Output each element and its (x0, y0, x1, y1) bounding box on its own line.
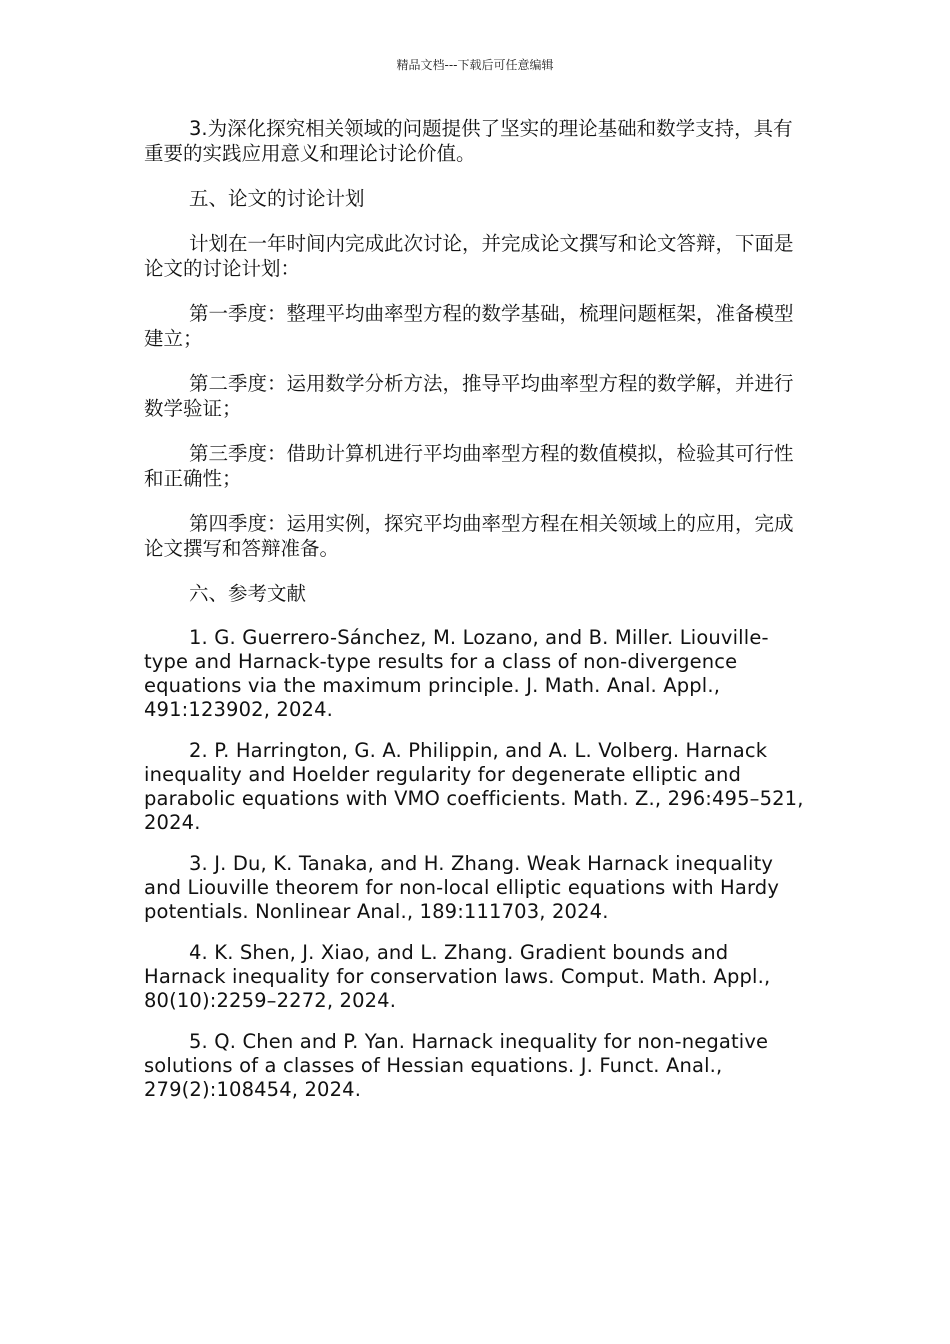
paragraph-plan-q4: 第四季度：运用实例，探究平均曲率型方程在相关领域上的应用，完成论文撰写和答辩准备。 (144, 512, 794, 560)
page-header: 精品文档---下载后可任意编辑 (396, 58, 554, 72)
reference-item: 4. K. Shen, J. Xiao, and L. Zhang. Gradient bounds and Harnack inequality for conservation laws. Comput. Math. Appl., 80(10):2259–2272, 2024. (144, 941, 771, 1012)
reference-item: 5. Q. Chen and P. Yan. Harnack inequality for non-negative solutions of a classes of Hessian equations. J. Funct. Anal., 279(2):108454, 2024. (144, 1030, 769, 1101)
reference-item: 2. P. Harrington, G. A. Philippin, and A. L. Volberg. Harnack inequality and Hoelder regularity for degenerate elliptic and parabolic equations with VMO coefficients. Math. Z., 296:495–521, 2024. (144, 739, 804, 834)
paragraph-plan-q1: 第一季度：整理平均曲率型方程的数学基础，梳理问题框架，准备模型建立； (144, 302, 794, 350)
paragraph-plan-q3: 第三季度：借助计算机进行平均曲率型方程的数值模拟，检验其可行性和正确性； (144, 442, 794, 490)
paragraph-significance: 3.为深化探究相关领域的问题提供了坚实的理论基础和数学支持，具有重要的实践应用意义和理论讨论价值。 (144, 117, 793, 165)
document-body (144, 116, 808, 1119)
reference-item: 1. G. Guerrero-Sánchez, M. Lozano, and B. Miller. Liouville-type and Harnack-type results for a class of non-divergence equations via the maximum principle. J. Math. Anal. Appl., 491:123902, 2024. (144, 626, 769, 721)
section-heading-research-plan: 五、论文的讨论计划 (189, 187, 365, 210)
paragraph-plan-intro: 计划在一年时间内完成此次讨论，并完成论文撰写和论文答辩，下面是论文的讨论计划： (144, 232, 794, 280)
reference-item: 3. J. Du, K. Tanaka, and H. Zhang. Weak Harnack inequality and Liouville theorem for non-local elliptic equations with Hardy potentials. Nonlinear Anal., 189:111703, 2024. (144, 852, 780, 923)
paragraph-plan-q2: 第二季度：运用数学分析方法，推导平均曲率型方程的数学解，并进行数学验证； (144, 372, 794, 420)
section-heading-references: 六、参考文献 (189, 582, 307, 605)
